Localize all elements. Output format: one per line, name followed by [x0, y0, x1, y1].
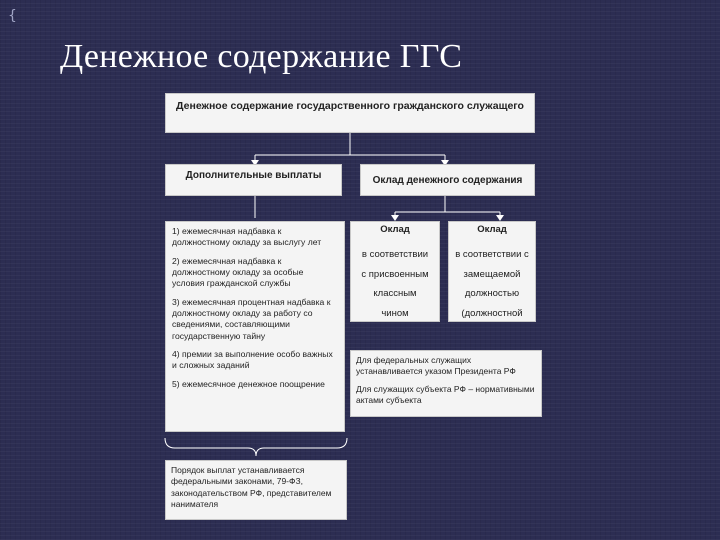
civil-servant-pay-box	[165, 93, 535, 133]
civil-servant-pay-label: Денежное содержание государственного гражданского служащего	[176, 100, 524, 112]
rank-salary-line-5: чином	[381, 308, 409, 320]
establishment-note-box	[350, 350, 542, 417]
payment-item-2: 2) ежемесячная надбавка к должностному окладу за особые условия гражданской службы	[172, 255, 304, 289]
payment-item-4: 4) премии за выполнение особо важных и сложных заданий	[172, 349, 333, 371]
payments-list-box	[165, 221, 345, 432]
additional-payments-label: Дополнительные выплаты	[185, 170, 322, 181]
procedure-note-box	[165, 460, 347, 520]
establishment-note-federal: Для федеральных служащих устанавливается указом Президента РФ	[356, 355, 516, 377]
salary-box	[360, 164, 535, 196]
position-salary-line-1: Оклад	[477, 224, 507, 235]
bottom-brace	[165, 438, 347, 456]
payment-item-1: 1) ежемесячная надбавка к должностному окладу за выслугу лет	[172, 226, 322, 248]
salary-label: Оклад денежного содержания	[372, 175, 523, 186]
procedure-note-text: Порядок выплат устанавливается федеральными законами, 79-ФЗ, законодательством РФ, представителем нанимателя	[171, 465, 332, 510]
position-salary-box	[448, 221, 536, 322]
establishment-note-regional: Для служащих субъекта РФ – нормативными актами субъекта	[356, 383, 535, 406]
slide-corner-mark: {	[8, 8, 17, 24]
rank-salary-line-4: классным	[373, 288, 417, 300]
position-salary-line-4: должностью	[464, 288, 520, 300]
position-salary-line-3: замещаемой	[463, 268, 521, 280]
payment-item-5: 5) ежемесячное денежное поощрение	[172, 378, 325, 389]
slide-title: Денежное содержание ГГС	[60, 38, 463, 75]
rank-salary-box	[350, 221, 440, 322]
rank-salary-line-3: с присвоенным	[361, 268, 429, 280]
additional-payments-box	[165, 164, 342, 196]
rank-salary-line-2: в соответствии	[361, 248, 429, 260]
payment-item-3: 3) ежемесячная процентная надбавка к должностному окладу за работу со сведениями, составляющими государственную тайну	[172, 296, 331, 341]
position-salary-line-2: в соответствии с	[455, 248, 529, 260]
position-salary-line-5: (должностной	[461, 308, 523, 320]
rank-salary-line-1: Оклад	[380, 224, 410, 235]
